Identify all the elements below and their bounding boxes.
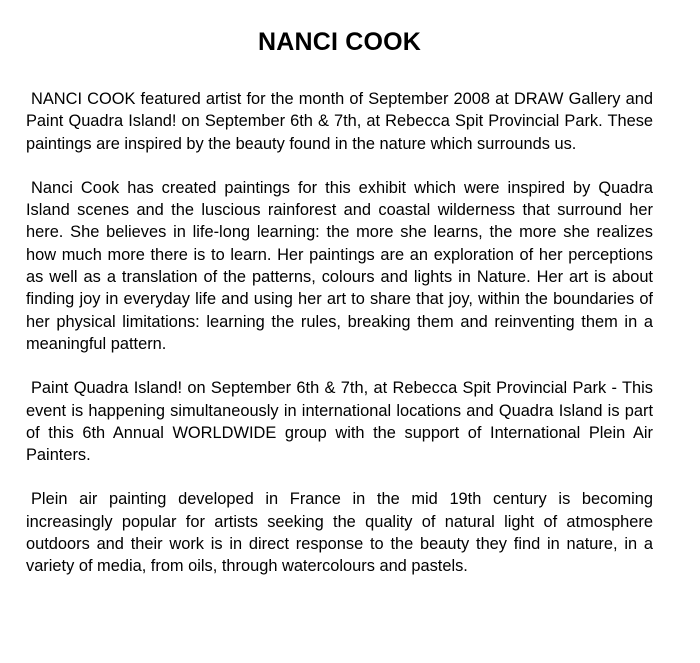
document-page [26,26,653,578]
paragraph-artist-bio: Nanci Cook has created paintings for this exhibit which were inspired by Quadra Island scenes and the luscious rainforest and coastal wilderness that surround her here. She believes in life-long learning: the more she learns, the more she realizes how much more there is to learn. Her paintings are an exploration of her perceptions as well as a translation of the patterns, colours and lights in Nature. Her art is about finding joy in everyday life and using her art to share that joy, within the boundaries of her physical limitations: learning the rules, breaking them and reinventing them in a meaningful pattern. [26,178,653,353]
paragraph-plein-air: Plein air painting developed in France in the mid 19th century is becoming increasingly popular for artists seeking the quality of natural light of atmosphere outdoors and their work is in direct response to the beauty they find in nature, in a variety of media, from oils, through watercolours and pastels. [26,490,653,576]
paragraph-intro: NANCI COOK featured artist for the month of September 2008 at DRAW Gallery and Paint Quadra Island! on September 6th & 7th, at Rebecca Spit Provincial Park. These paintings are inspired by the beauty found in the nature which surrounds us. [26,90,653,153]
page-title: NANCI COOK [257,28,422,56]
paragraph-event: Paint Quadra Island! on September 6th & 7th, at Rebecca Spit Provincial Park - This event is happening simultaneously in international locations and Quadra Island is part of this 6th Annual WORLDWIDE group with the support of International Plein Air Painters. [26,379,653,465]
